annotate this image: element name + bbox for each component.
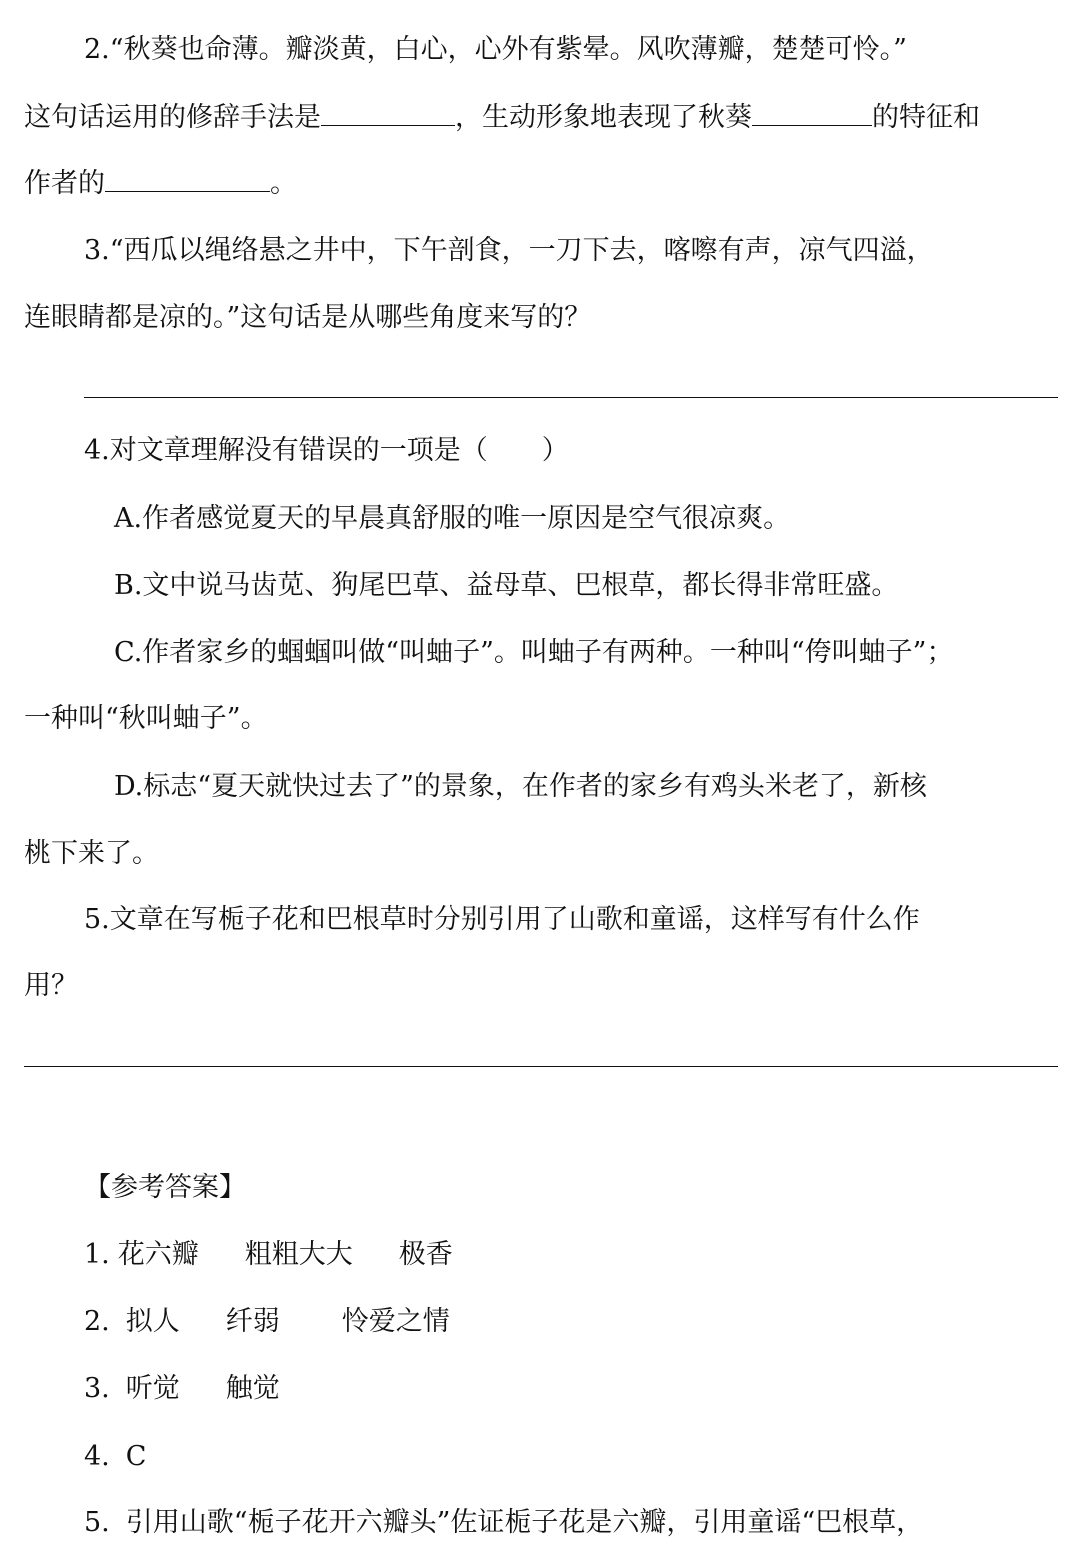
q2-text-d: 作者的	[24, 168, 105, 199]
q2-line-1: 2.“秋葵也命薄。瓣淡黄，白心，心外有紫晕。风吹薄瓣，楚楚可怜。”	[84, 34, 907, 65]
answer-1	[84, 1235, 453, 1275]
q4-option-c-line-1: C.作者家乡的蝈蝈叫做“叫蚰子”。叫蚰子有两种。一种叫“侉叫蚰子”；	[114, 637, 954, 668]
answer-5	[84, 1503, 923, 1543]
answer-5-number: 5.	[84, 1507, 110, 1538]
q2-text-b: ，生动形象地表现了秋葵	[455, 102, 752, 133]
q5-answer-line[interactable]	[24, 1066, 1058, 1067]
answer-2-number: 2.	[84, 1306, 110, 1337]
answer-5-text: 引用山歌“栀子花开六瓣头”佐证栀子花是六瓣，引用童谣“巴根草，	[125, 1507, 924, 1538]
q4-option-c-line-2: 一种叫“秋叫蚰子”。	[24, 703, 268, 734]
answers-heading: 【参考答案】	[84, 1172, 246, 1203]
q2-line-3	[24, 163, 297, 203]
fill-blank-rhetoric[interactable]	[321, 97, 455, 126]
answer-1-item: 粗粗大大	[244, 1239, 353, 1270]
answer-3-item: 听觉	[125, 1373, 180, 1404]
answer-3-number: 3.	[84, 1373, 110, 1404]
q5-line-2: 用？	[24, 970, 78, 1001]
answer-1-item: 花六瓣	[117, 1239, 199, 1270]
answer-4	[84, 1437, 146, 1477]
answer-2	[84, 1302, 450, 1342]
q2-line-2	[24, 97, 980, 137]
q5-line-1: 5.文章在写栀子花和巴根草时分别引用了山歌和童谣，这样写有什么作	[84, 904, 920, 935]
q3-line-1: 3.“西瓜以绳络悬之井中，下午剖食，一刀下去，喀嚓有声，凉气四溢，	[84, 235, 934, 266]
answer-4-item: C	[125, 1441, 147, 1472]
fill-blank-emotion[interactable]	[105, 163, 270, 192]
answer-3-item: 触觉	[225, 1373, 280, 1404]
answer-1-item: 极香	[398, 1239, 453, 1270]
q2-text-a: 这句话运用的修辞手法是	[24, 102, 321, 133]
answer-1-number: 1.	[84, 1239, 110, 1270]
q4-option-d-line-1: D.标志“夏天就快过去了”的景象，在作者的家乡有鸡头米老了，新核	[114, 771, 927, 802]
q4-option-b: B.文中说马齿苋、狗尾巴草、益母草、巴根草，都长得非常旺盛。	[114, 570, 899, 601]
answer-2-item: 拟人	[125, 1306, 180, 1337]
answer-4-number: 4.	[84, 1441, 110, 1472]
q4-option-a: A.作者感觉夏天的早晨真舒服的唯一原因是空气很凉爽。	[114, 503, 791, 534]
q4-stem: 4.对文章理解没有错误的一项是（ ）	[84, 435, 569, 466]
answer-2-item: 怜爱之情	[341, 1306, 450, 1337]
answer-3	[84, 1369, 280, 1409]
answer-2-item: 纤弱	[225, 1306, 280, 1337]
q3-answer-line[interactable]	[84, 397, 1058, 398]
q3-line-2: 连眼睛都是凉的。”这句话是从哪些角度来写的？	[24, 302, 592, 333]
q4-option-d-line-2: 桃下来了。	[24, 838, 159, 869]
q2-text-e: 。	[270, 168, 297, 199]
fill-blank-feature[interactable]	[752, 97, 872, 126]
q2-text-c: 的特征和	[872, 102, 980, 133]
